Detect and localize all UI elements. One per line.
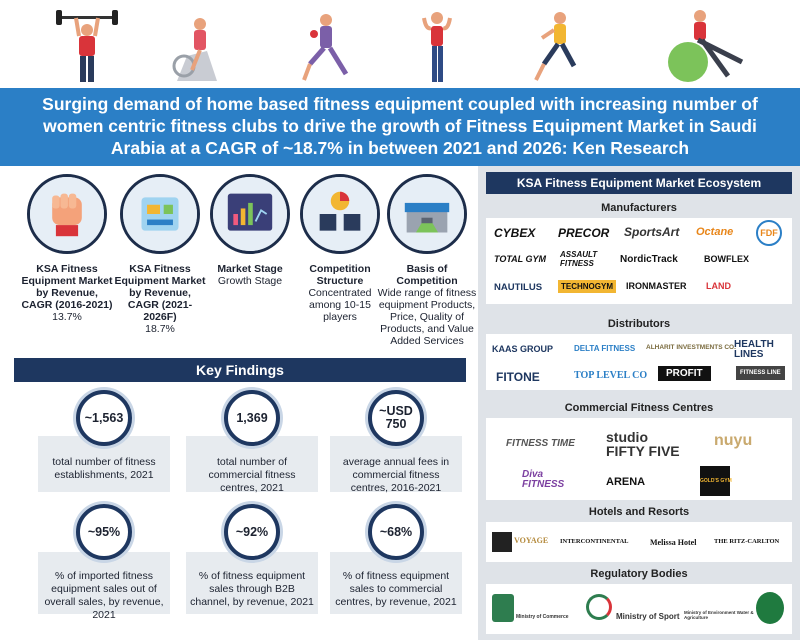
melissa-logo: Melissa Hotel	[650, 538, 697, 547]
hotels-logos	[486, 522, 792, 562]
voyage-emblem-icon	[492, 532, 512, 552]
finding-value-circle: ~92%	[224, 504, 280, 560]
hero-illustrations	[0, 0, 800, 88]
finding-desc: total number of commercial fitness centres, 2021	[208, 456, 296, 494]
chart-board-icon	[210, 174, 290, 254]
metric-cagr-2021-2026	[113, 263, 207, 335]
ritzcarlton-logo: THE RITZ-CARLTON	[714, 538, 780, 545]
finding-desc: total number of fitness establishments, 2021	[52, 456, 156, 481]
regulatory-heading: Regulatory Bodies	[590, 568, 688, 580]
finding-box	[330, 552, 462, 614]
bowflex-logo: BOWFLEX	[704, 254, 749, 264]
gym-equipment-icon	[120, 174, 200, 254]
nautilus-logo: NAUTILUS	[494, 282, 543, 293]
fdf-logo: FDF	[756, 220, 782, 246]
metric-competition-structure	[293, 263, 387, 323]
octane-logo: Octane	[696, 226, 734, 238]
goldsgym-logo: GOLD'S GYM	[700, 466, 730, 496]
distributors-heading: Distributors	[607, 318, 671, 330]
toplevel-logo: TOP LEVEL CO	[574, 370, 648, 381]
healthlines-logo: HEALTH LINES	[734, 339, 774, 360]
distributors-logos	[486, 334, 792, 390]
cybex-logo: CYBEX	[494, 226, 536, 240]
metric-value: 13.7%	[52, 311, 82, 323]
cyclist-figure	[162, 6, 232, 86]
commerce-emblem-icon	[492, 594, 514, 622]
metric-title: KSA Fitness Equipment Market by Revenue, CAGR (2021-2026F)	[114, 263, 206, 323]
key-findings-heading: Key Findings	[14, 358, 466, 382]
finding-desc: % of fitness equipment sales to commercial centres, by revenue, 2021	[335, 570, 457, 608]
nordictrack-logo: NordicTrack	[620, 254, 678, 265]
sportsart-logo: SportsArt	[624, 225, 680, 239]
metric-value: Growth Stage	[217, 275, 283, 287]
runner-figure	[522, 6, 592, 86]
metric-cagr-2016-2021	[20, 263, 114, 323]
ironmaster-logo: IRONMASTER	[626, 281, 687, 291]
sport-logo: Ministry of Sport	[616, 612, 680, 621]
sport-emblem-icon	[586, 594, 612, 620]
commercial-logos	[486, 418, 792, 500]
regulatory-logos	[486, 584, 792, 634]
hotels-heading: Hotels and Resorts	[588, 506, 690, 518]
intercontinental-logo: INTERCONTINENTAL	[560, 538, 629, 545]
land-logo: LAND	[706, 281, 731, 291]
metric-value: 18.7%	[145, 323, 175, 335]
studio55-logo: studio FIFTY FIVE	[606, 429, 680, 459]
environment-emblem-icon	[756, 592, 784, 624]
finding-value-circle: 1,369	[224, 390, 280, 446]
technogym-logo: TECHNOGYM	[558, 280, 616, 293]
metric-basis-of-competition	[375, 263, 479, 347]
totalgym-logo: TOTAL GYM	[494, 254, 547, 264]
kaas-logo: KAAS GROUP	[492, 344, 554, 354]
profit-logo: PROFIT	[658, 366, 711, 381]
fitone-logo: FITONE	[496, 370, 540, 384]
diva-logo: Diva FITNESS	[522, 469, 565, 490]
store-icon	[387, 174, 467, 254]
manufacturers-logos	[486, 218, 792, 304]
fitnesstime-logo: FITNESS TIME	[506, 438, 575, 449]
assault-logo: ASSAULT FITNESS	[560, 250, 598, 268]
metric-title: Basis of Competition	[396, 263, 458, 287]
lunge-figure	[292, 6, 362, 86]
finding-desc: % of imported fitness equipment sales out of overall sales, by revenue, 2021	[44, 570, 164, 621]
arena-logo: ARENA	[606, 476, 646, 488]
precor-logo: PRECOR	[558, 226, 610, 240]
ecosystem-panel	[478, 166, 800, 640]
environment-logo: Ministry of Environment Water & Agriculture	[684, 610, 754, 620]
metric-value: Wide range of fitness equipment Products, Price, Quality of Products, and Value Added Services	[377, 287, 477, 347]
alharit-logo: ALHARIT INVESTMENTS CO.	[646, 344, 736, 351]
commercial-heading: Commercial Fitness Centres	[564, 402, 714, 414]
headline-banner	[0, 88, 800, 166]
yoga-ball-figure	[662, 6, 752, 86]
finding-desc: % of fitness equipment sales through B2B channel, by revenue, 2021	[190, 570, 314, 608]
finding-value-circle: ~68%	[368, 504, 424, 560]
weightlifter-figure	[52, 6, 122, 86]
finding-value-circle: ~1,563	[76, 390, 132, 446]
metric-title: KSA Fitness Equipment Market by Revenue, CAGR (2016-2021)	[21, 263, 113, 311]
delta-logo: DELTA FITNESS	[574, 344, 636, 353]
ecosystem-title: KSA Fitness Equipment Market Ecosystem	[486, 172, 792, 194]
commerce-logo: Ministry of Commerce	[516, 614, 569, 620]
competition-icon	[300, 174, 380, 254]
metric-market-stage	[203, 263, 297, 287]
finding-value-circle: ~95%	[76, 504, 132, 560]
flexing-figure	[402, 6, 472, 86]
fitnessline-logo: FITNESS LINE	[736, 366, 785, 380]
voyage-logo: VOYAGE	[514, 536, 549, 545]
finding-box	[38, 552, 170, 621]
metric-value: Concentrated among 10-15 players	[308, 287, 372, 323]
finding-value-circle: ~USD 750	[368, 390, 424, 446]
finding-box	[186, 552, 318, 614]
manufacturers-heading: Manufacturers	[601, 202, 677, 214]
nuyu-logo: nuyu	[714, 432, 753, 449]
fist-icon	[27, 174, 107, 254]
metric-title: Market Stage	[217, 263, 283, 275]
metric-title: Competition Structure	[309, 263, 371, 287]
headline-text: Surging demand of home based fitness equipment coupled with increasing number of women centric fitness clubs to drive the growth of Fitness Equipment Market in Saudi Arabia at a CAGR of ~18.7% in between 2021 and 2026: Ken Research	[42, 94, 758, 158]
finding-desc: average annual fees in commercial fitness centres, 2016-2021	[342, 456, 450, 494]
